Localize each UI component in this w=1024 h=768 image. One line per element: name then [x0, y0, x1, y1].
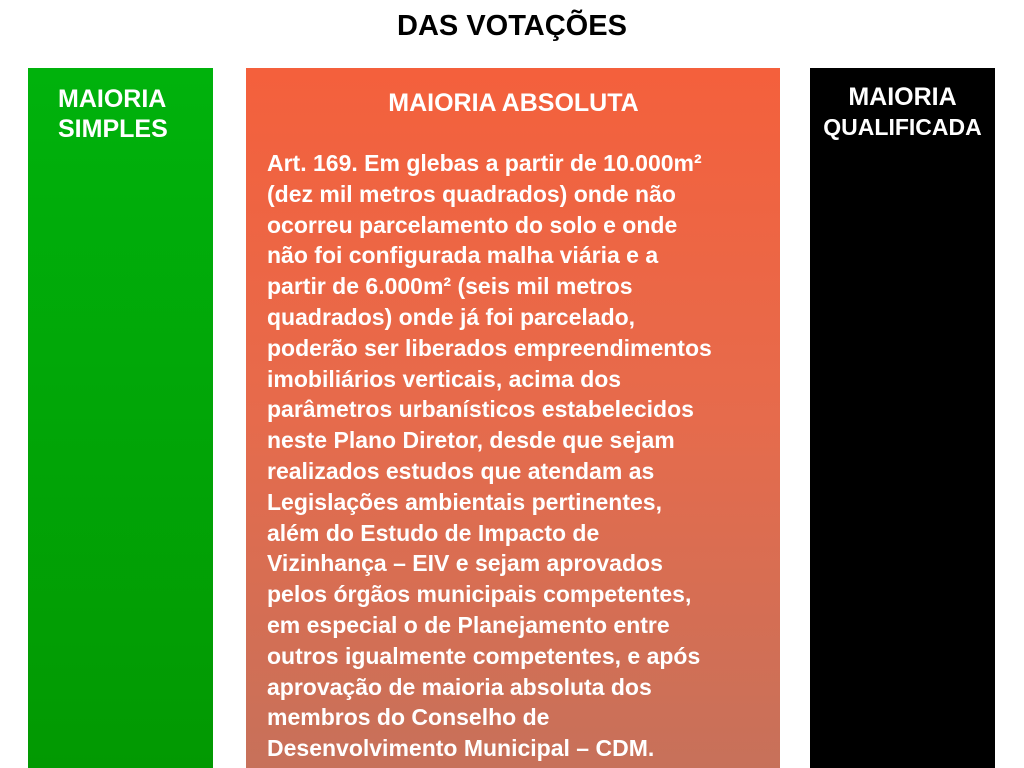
article-text-line: em especial o de Planejamento entre — [267, 611, 670, 638]
column-maioria-absoluta — [246, 68, 780, 768]
article-text-line: (dez mil metros quadrados) onde não — [267, 180, 676, 207]
article-text-line: imobiliários verticais, acima dos — [267, 365, 622, 392]
maioria-simples-line2: SIMPLES — [58, 115, 168, 143]
column-maioria-simples — [28, 68, 213, 768]
article-text-line: neste Plano Diretor, desde que sejam — [267, 427, 675, 454]
article-text-line: pelos órgãos municipais competentes, — [267, 581, 692, 608]
article-169-text — [267, 148, 770, 764]
article-text-line: não foi configurada malha viária e a — [267, 242, 659, 269]
article-text-line: Desenvolvimento Municipal – CDM. — [267, 735, 655, 762]
maioria-simples-heading — [58, 84, 203, 144]
article-text-line: membros do Conselho de — [267, 704, 550, 731]
article-text-line: aprovação de maioria absoluta dos — [267, 673, 652, 700]
article-text-line: Legislações ambientais pertinentes, — [267, 488, 662, 515]
maioria-simples-line1: MAIORIA — [58, 85, 167, 113]
article-text-line: poderão ser liberados empreendimentos — [267, 334, 712, 361]
maioria-qualificada-line1: MAIORIA — [848, 83, 957, 111]
article-text-line: outros igualmente competentes, e após — [267, 642, 701, 669]
article-text-line: parâmetros urbanísticos estabelecidos — [267, 396, 694, 423]
column-maioria-qualificada — [810, 68, 995, 768]
article-text-line: Vizinhança – EIV e sejam aprovados — [267, 550, 663, 577]
article-text-line: Art. 169. Em glebas a partir de 10.000m² — [267, 150, 702, 176]
article-text-line: ocorreu parcelamento do solo e onde — [267, 211, 678, 238]
maioria-qualificada-line2: QUALIFICADA — [823, 114, 982, 140]
slide-title: DAS VOTAÇÕES — [397, 10, 627, 42]
article-text-line: partir de 6.000m² (seis mil metros — [267, 273, 633, 300]
article-text-line: além do Estudo de Impacto de — [267, 519, 600, 546]
maioria-absoluta-heading: MAIORIA ABSOLUTA — [388, 89, 639, 117]
article-text-line: realizados estudos que atendam as — [267, 457, 655, 484]
article-text-line: quadrados) onde já foi parcelado, — [267, 303, 636, 330]
